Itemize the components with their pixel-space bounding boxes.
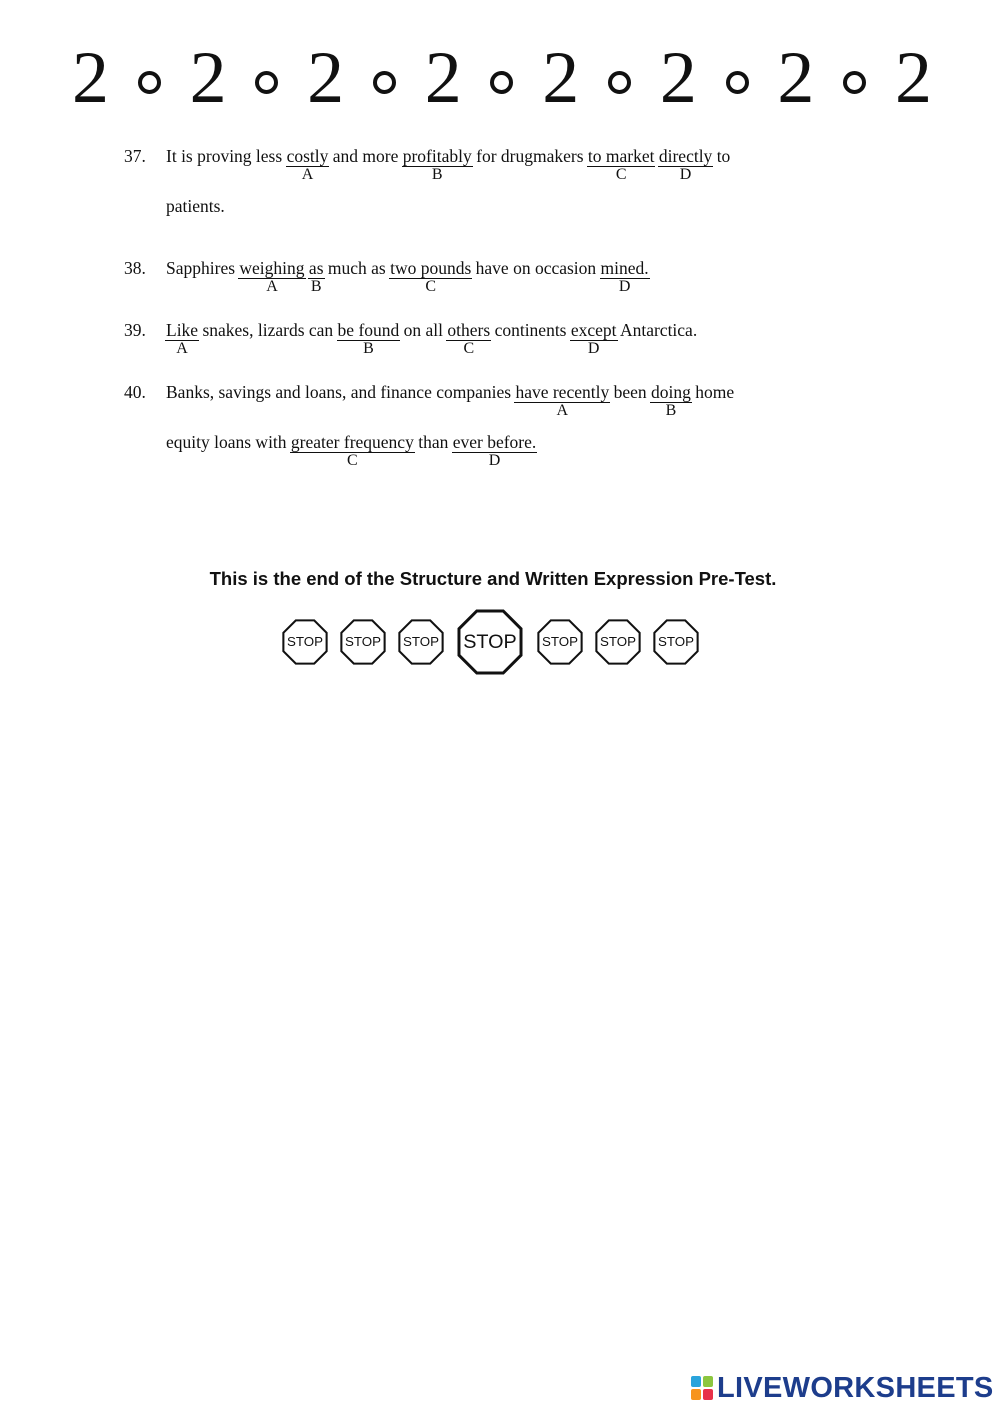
underlined-option-a[interactable] bbox=[286, 146, 329, 183]
stop-label: STOP bbox=[657, 634, 695, 650]
option-text: except bbox=[570, 320, 617, 340]
sentence-text: much as bbox=[323, 258, 391, 278]
banner-circle-icon bbox=[726, 71, 749, 94]
stop-signs-row bbox=[282, 606, 702, 678]
stop-label: STOP bbox=[541, 634, 579, 650]
banner-digit: 2 bbox=[307, 37, 345, 119]
question-number: 40. bbox=[124, 382, 146, 402]
question-body bbox=[166, 320, 698, 357]
liveworksheets-logo-icon bbox=[691, 1376, 713, 1400]
option-text: Like bbox=[166, 320, 199, 340]
option-letter: D bbox=[679, 166, 692, 183]
underlined-option-b[interactable] bbox=[651, 382, 691, 419]
sentence-text: snakes, lizards can bbox=[198, 320, 338, 340]
question-body bbox=[166, 258, 649, 295]
option-text: be found bbox=[337, 320, 400, 340]
question-line bbox=[166, 258, 649, 295]
sentence-text: than bbox=[413, 432, 453, 452]
banner-digit: 2 bbox=[659, 37, 697, 119]
option-letter: B bbox=[665, 402, 677, 419]
question-number: 39. bbox=[124, 320, 146, 340]
logo-square bbox=[691, 1389, 701, 1400]
underlined-option-b[interactable] bbox=[337, 320, 400, 357]
sentence-text: been bbox=[609, 382, 651, 402]
underlined-option-a[interactable] bbox=[515, 382, 610, 419]
option-letter: A bbox=[266, 278, 278, 295]
option-text: directly bbox=[658, 146, 713, 166]
sentence-text: Antarctica. bbox=[616, 320, 698, 340]
banner-circle-icon bbox=[255, 71, 278, 94]
sentence-text: equity loans with bbox=[166, 432, 291, 452]
sentence-text: to bbox=[712, 146, 731, 166]
banner-circle-icon bbox=[138, 71, 161, 94]
banner-circle-icon bbox=[608, 71, 631, 94]
option-letter: C bbox=[463, 340, 475, 357]
option-letter: C bbox=[615, 166, 627, 183]
underlined-option-b[interactable] bbox=[308, 258, 324, 295]
question-line bbox=[166, 146, 731, 183]
banner-circle-icon bbox=[373, 71, 396, 94]
underlined-option-c[interactable] bbox=[587, 146, 655, 183]
stop-sign-icon bbox=[457, 609, 523, 675]
question-line bbox=[166, 432, 734, 469]
sentence-text: patients. bbox=[166, 196, 225, 216]
question-body bbox=[166, 146, 730, 216]
stop-label: STOP bbox=[402, 634, 440, 650]
underlined-option-b[interactable] bbox=[402, 146, 472, 183]
liveworksheets-brand bbox=[691, 1372, 994, 1404]
underlined-option-c[interactable] bbox=[290, 432, 414, 469]
banner-digit: 2 bbox=[72, 37, 109, 119]
option-letter: A bbox=[556, 402, 569, 419]
option-letter: C bbox=[347, 452, 358, 469]
sentence-text: on all bbox=[399, 320, 448, 340]
logo-square bbox=[691, 1376, 701, 1387]
banner-digit: 2 bbox=[189, 37, 227, 119]
underlined-option-d[interactable] bbox=[452, 432, 537, 469]
sentence-text: and more bbox=[328, 146, 403, 166]
stop-sign-icon bbox=[282, 619, 328, 665]
banner-digit: 2 bbox=[542, 37, 580, 119]
stop-sign-icon bbox=[653, 619, 699, 665]
option-letter: C bbox=[425, 278, 437, 295]
banner-digit: 2 bbox=[777, 37, 815, 119]
stop-sign-icon bbox=[340, 619, 386, 665]
logo-square bbox=[703, 1376, 713, 1387]
sentence-text: Sapphires bbox=[166, 258, 240, 278]
banner-circle-icon bbox=[843, 71, 866, 94]
stop-sign-icon bbox=[398, 619, 444, 665]
option-text: greater frequency bbox=[290, 432, 414, 452]
option-letter: D bbox=[488, 452, 501, 469]
option-text: others bbox=[447, 320, 491, 340]
question-line bbox=[166, 196, 730, 216]
stop-label: STOP bbox=[344, 634, 382, 650]
sentence-text: for drugmakers bbox=[471, 146, 588, 166]
sentence-text: have on occasion bbox=[471, 258, 601, 278]
stop-label: STOP bbox=[286, 634, 324, 650]
question-number: 37. bbox=[124, 146, 146, 166]
underlined-option-d[interactable] bbox=[658, 146, 713, 183]
underlined-option-c[interactable] bbox=[390, 258, 472, 295]
option-text: costly bbox=[286, 146, 329, 166]
option-text: mined. bbox=[600, 258, 649, 278]
option-letter: A bbox=[301, 166, 314, 183]
stop-label: STOP bbox=[463, 630, 517, 653]
stop-sign-icon bbox=[537, 619, 583, 665]
option-text: as bbox=[308, 258, 324, 278]
underlined-option-a[interactable] bbox=[239, 258, 305, 295]
option-letter: B bbox=[310, 278, 322, 295]
option-text: weighing bbox=[239, 258, 305, 278]
banner-digit: 2 bbox=[894, 37, 932, 119]
option-text: two pounds bbox=[390, 258, 472, 278]
underlined-option-d[interactable] bbox=[600, 258, 649, 295]
question-body bbox=[166, 382, 735, 469]
underlined-option-a[interactable] bbox=[166, 320, 199, 357]
banner-circle-icon bbox=[490, 71, 513, 94]
option-text: have recently bbox=[515, 382, 610, 402]
option-letter: A bbox=[176, 340, 188, 357]
sentence-text: continents bbox=[490, 320, 571, 340]
question-number: 38. bbox=[124, 258, 146, 278]
question-line bbox=[166, 382, 735, 419]
sentence-text: home bbox=[690, 382, 735, 402]
number-banner bbox=[72, 38, 932, 118]
logo-square bbox=[703, 1389, 713, 1400]
underlined-option-d[interactable] bbox=[570, 320, 617, 357]
banner-digit: 2 bbox=[424, 37, 462, 119]
option-letter: D bbox=[618, 278, 631, 295]
stop-sign-icon bbox=[595, 619, 641, 665]
option-text: to market bbox=[587, 146, 655, 166]
option-text: profitably bbox=[402, 146, 472, 166]
stop-label: STOP bbox=[599, 634, 637, 650]
question-line bbox=[166, 320, 698, 357]
option-text: ever before. bbox=[452, 432, 537, 452]
option-letter: D bbox=[587, 340, 600, 357]
sentence-text: It is proving less bbox=[166, 146, 287, 166]
option-letter: B bbox=[431, 166, 443, 183]
underlined-option-c[interactable] bbox=[447, 320, 491, 357]
end-of-test-note: This is the end of the Structure and Written Expression Pre-Test. bbox=[209, 568, 777, 589]
option-text: doing bbox=[651, 382, 691, 402]
brand-text: LIVEWORKSHEETS bbox=[717, 1372, 994, 1404]
option-letter: B bbox=[363, 340, 374, 357]
sentence-text: Banks, savings and loans, and finance companies bbox=[166, 382, 516, 402]
